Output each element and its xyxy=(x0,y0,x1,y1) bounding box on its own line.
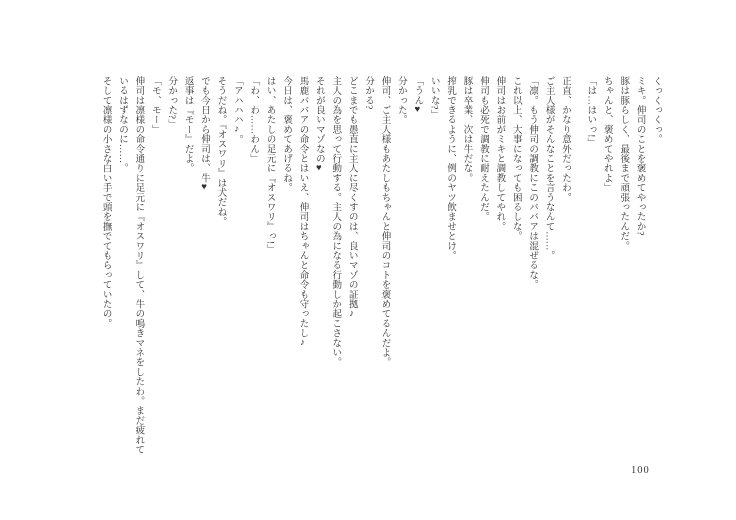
text-line: それが良いマゾなの♥ xyxy=(313,76,324,174)
text-line: 豚は卒業、次は牛だな。 xyxy=(461,76,472,183)
text-line: はい、あたしの足元に『オスワリ』っ!」 xyxy=(264,76,275,254)
text-line: いいな?」 xyxy=(428,76,439,120)
text-line: 返事は『モー』だよ。 xyxy=(182,76,193,173)
text-line: 今日は、褒めてあげるね。 xyxy=(281,76,292,193)
text-line: 豚は豚らしく、最後まで頑張ったんだ。 xyxy=(618,76,629,251)
text-line: 伸司も必死で調教に耐えたんだ。 xyxy=(477,76,488,222)
text-line: 「うん♥ xyxy=(412,76,423,116)
text-line: 正直、かなり意外だったわ。 xyxy=(559,76,570,203)
paragraph-gap xyxy=(573,76,582,468)
text-line: 伸司は凛様の命令通りに足元に『オスワリ』して、牛の鳴きマネをしたわ。まだ疲れて xyxy=(133,76,144,455)
text-line: これ以上、大事になっても困るしな。 xyxy=(510,76,521,241)
text-line: ご主人様がそんなことを言うなんて……。 xyxy=(543,76,554,261)
text-line: 搾乳できるように、例のヤツ飲ませとけ。 xyxy=(445,76,456,261)
text-line: 「アハハハ♪。 xyxy=(231,76,242,145)
text-line: そうだね。『オスワリ』は犬だね。 xyxy=(215,76,226,227)
text-line: 「凛。もう伸司の調教にこのババアは混ぜるな。 xyxy=(527,76,538,290)
text-line: 馬鹿ババアの命令とはいえ、伸司はちゃんと命令も守ったし♪ xyxy=(297,76,308,349)
text-line: 伸司、ご主人様もあたしもちゃんと伸司のコトを褒めてるんだよ。 xyxy=(379,76,390,367)
text-line: 分かる? xyxy=(363,76,374,110)
vertical-text-block xyxy=(97,76,664,468)
text-line: どこまでも愚直に主人に尽くすのは、良いマゾの証拠♪ xyxy=(346,76,357,319)
text-line: 「は…はいっ!」 xyxy=(585,76,596,148)
text-line: 分かった。 xyxy=(395,76,406,125)
page-number: 100 xyxy=(631,465,650,476)
text-line: いるはずなのに……。 xyxy=(117,76,127,173)
text-line: そして凛様の小さな白い手で頭を撫でてもらっていたの。 xyxy=(100,76,111,329)
text-line: でも今日から伸司は、牛♥ xyxy=(199,76,210,193)
text-line: 主人の為を思って行動する。主人の為になる行動しか起こさない。 xyxy=(330,76,341,367)
text-line: 伸司はお前がミキと調教してやれ。 xyxy=(494,76,505,232)
text-line: 「わ、わ……わん」 xyxy=(248,76,259,164)
text-line: 分かった?」 xyxy=(166,76,177,129)
text-line: ミキ。伸司のことを褒めてやったか? xyxy=(634,76,645,236)
text-line: くっくっくっ。 xyxy=(651,76,661,144)
text-line: 「モ、モー」 xyxy=(149,76,160,135)
text-line: ちゃんと、褒めてやれよ」 xyxy=(601,76,612,193)
